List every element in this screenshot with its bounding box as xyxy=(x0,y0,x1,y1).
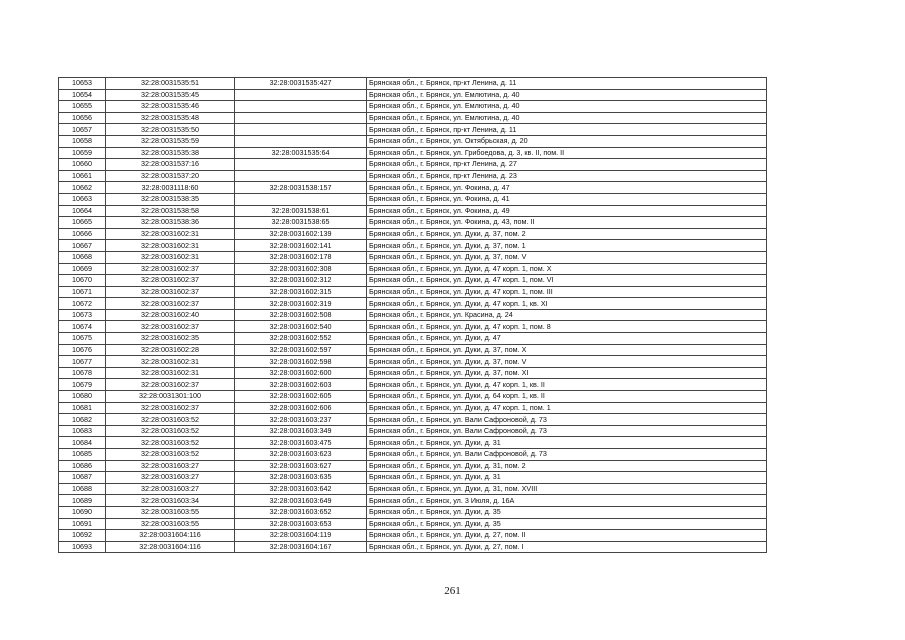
row-number-cell: 10668 xyxy=(59,251,106,263)
row-number-cell: 10663 xyxy=(59,193,106,205)
row-number-cell: 10683 xyxy=(59,425,106,437)
object-cadastral-number-cell: 32:28:0031603:642 xyxy=(235,483,367,495)
object-cadastral-number-cell: 32:28:0031603:635 xyxy=(235,472,367,484)
table-row xyxy=(59,240,767,252)
row-number-cell: 10671 xyxy=(59,286,106,298)
row-number-cell: 10667 xyxy=(59,240,106,252)
table-row xyxy=(59,298,767,310)
table-row xyxy=(59,205,767,217)
address-cell: Брянская обл., г. Брянск, ул. Дуки, д. 47 корп. 1, кв. II xyxy=(367,379,767,391)
row-number-cell: 10657 xyxy=(59,124,106,136)
land-cadastral-number-cell: 32:28:0031602:37 xyxy=(106,275,235,287)
land-cadastral-number-cell: 32:28:0031603:55 xyxy=(106,506,235,518)
table-row xyxy=(59,78,767,90)
land-cadastral-number-cell: 32:28:0031538:58 xyxy=(106,205,235,217)
address-cell: Брянская обл., г. Брянск, ул. Дуки, д. 47 корп. 1, пом. X xyxy=(367,263,767,275)
object-cadastral-number-cell: 32:28:0031602:315 xyxy=(235,286,367,298)
land-cadastral-number-cell: 32:28:0031537:20 xyxy=(106,170,235,182)
table-row xyxy=(59,472,767,484)
land-cadastral-number-cell: 32:28:0031538:35 xyxy=(106,193,235,205)
address-cell: Брянская обл., г. Брянск, ул. Емлютина, д. 40 xyxy=(367,89,767,101)
object-cadastral-number-cell: 32:28:0031602:319 xyxy=(235,298,367,310)
land-cadastral-number-cell: 32:28:0031602:35 xyxy=(106,333,235,345)
land-cadastral-number-cell: 32:28:0031535:59 xyxy=(106,135,235,147)
table-row xyxy=(59,414,767,426)
object-cadastral-number-cell xyxy=(235,159,367,171)
address-cell: Брянская обл., г. Брянск, пр-кт Ленина, д. 11 xyxy=(367,124,767,136)
row-number-cell: 10678 xyxy=(59,367,106,379)
table-row xyxy=(59,402,767,414)
object-cadastral-number-cell: 32:28:0031602:139 xyxy=(235,228,367,240)
object-cadastral-number-cell xyxy=(235,135,367,147)
land-cadastral-number-cell: 32:28:0031603:34 xyxy=(106,495,235,507)
address-cell: Брянская обл., г. Брянск, ул. Дуки, д. 31, пом. 2 xyxy=(367,460,767,472)
row-number-cell: 10661 xyxy=(59,170,106,182)
table-row xyxy=(59,124,767,136)
land-cadastral-number-cell: 32:28:0031603:27 xyxy=(106,483,235,495)
address-cell: Брянская обл., г. Брянск, ул. Дуки, д. 37, пом. X xyxy=(367,344,767,356)
page-number: 261 xyxy=(444,585,461,597)
row-number-cell: 10673 xyxy=(59,309,106,321)
row-number-cell: 10692 xyxy=(59,530,106,542)
row-number-cell: 10693 xyxy=(59,541,106,553)
address-cell: Брянская обл., г. Брянск, ул. Дуки, д. 31 xyxy=(367,472,767,484)
table-row xyxy=(59,460,767,472)
address-cell: Брянская обл., г. Брянск, ул. Дуки, д. 37, пом. 1 xyxy=(367,240,767,252)
table-row xyxy=(59,193,767,205)
land-cadastral-number-cell: 32:28:0031535:50 xyxy=(106,124,235,136)
table-row xyxy=(59,159,767,171)
row-number-cell: 10690 xyxy=(59,506,106,518)
table-row xyxy=(59,449,767,461)
object-cadastral-number-cell xyxy=(235,124,367,136)
row-number-cell: 10666 xyxy=(59,228,106,240)
address-cell: Брянская обл., г. Брянск, ул. Октябрьская, д. 20 xyxy=(367,135,767,147)
address-cell: Брянская обл., г. Брянск, ул. 3 Июля, д. 16А xyxy=(367,495,767,507)
land-cadastral-number-cell: 32:28:0031602:40 xyxy=(106,309,235,321)
table-row xyxy=(59,495,767,507)
table-row xyxy=(59,321,767,333)
row-number-cell: 10679 xyxy=(59,379,106,391)
land-cadastral-number-cell: 32:28:0031538:36 xyxy=(106,217,235,229)
table-row xyxy=(59,135,767,147)
table-row xyxy=(59,89,767,101)
object-cadastral-number-cell xyxy=(235,193,367,205)
land-cadastral-number-cell: 32:28:0031603:52 xyxy=(106,425,235,437)
land-cadastral-number-cell: 32:28:0031603:52 xyxy=(106,414,235,426)
row-number-cell: 10684 xyxy=(59,437,106,449)
table-row xyxy=(59,217,767,229)
table-row xyxy=(59,367,767,379)
address-cell: Брянская обл., г. Брянск, пр-кт Ленина, д. 27 xyxy=(367,159,767,171)
address-cell: Брянская обл., г. Брянск, ул. Дуки, д. 37, пом. XI xyxy=(367,367,767,379)
table-row xyxy=(59,518,767,530)
land-cadastral-number-cell: 32:28:0031602:31 xyxy=(106,251,235,263)
row-number-cell: 10676 xyxy=(59,344,106,356)
address-cell: Брянская обл., г. Брянск, ул. Дуки, д. 31 xyxy=(367,437,767,449)
object-cadastral-number-cell xyxy=(235,170,367,182)
object-cadastral-number-cell: 32:28:0031535:64 xyxy=(235,147,367,159)
object-cadastral-number-cell: 32:28:0031604:167 xyxy=(235,541,367,553)
land-cadastral-number-cell: 32:28:0031604:116 xyxy=(106,541,235,553)
address-cell: Брянская обл., г. Брянск, ул. Дуки, д. 47 корп. 1, пом. VI xyxy=(367,275,767,287)
object-cadastral-number-cell: 32:28:0031603:349 xyxy=(235,425,367,437)
address-cell: Брянская обл., г. Брянск, ул. Дуки, д. 37, пом. 2 xyxy=(367,228,767,240)
land-cadastral-number-cell: 32:28:0031602:37 xyxy=(106,402,235,414)
land-cadastral-number-cell: 32:28:0031537:16 xyxy=(106,159,235,171)
row-number-cell: 10669 xyxy=(59,263,106,275)
land-cadastral-number-cell: 32:28:0031602:37 xyxy=(106,379,235,391)
table-body xyxy=(59,78,767,553)
object-cadastral-number-cell: 32:28:0031535:427 xyxy=(235,78,367,90)
address-cell: Брянская обл., г. Брянск, ул. Дуки, д. 31, пом. XVIII xyxy=(367,483,767,495)
address-cell: Брянская обл., г. Брянск, ул. Дуки, д. 27, пом. II xyxy=(367,530,767,542)
address-cell: Брянская обл., г. Брянск, ул. Грибоедова, д. 3, кв. II, пом. II xyxy=(367,147,767,159)
table-row xyxy=(59,391,767,403)
address-cell: Брянская обл., г. Брянск, пр-кт Ленина, д. 11 xyxy=(367,78,767,90)
table-row xyxy=(59,182,767,194)
table-row xyxy=(59,275,767,287)
object-cadastral-number-cell: 32:28:0031603:652 xyxy=(235,506,367,518)
land-cadastral-number-cell: 32:28:0031535:48 xyxy=(106,112,235,124)
land-cadastral-number-cell: 32:28:0031603:52 xyxy=(106,437,235,449)
land-cadastral-number-cell: 32:28:0031602:37 xyxy=(106,263,235,275)
row-number-cell: 10688 xyxy=(59,483,106,495)
object-cadastral-number-cell xyxy=(235,112,367,124)
address-cell: Брянская обл., г. Брянск, ул. Дуки, д. 37, пом. V xyxy=(367,356,767,368)
object-cadastral-number-cell: 32:28:0031538:157 xyxy=(235,182,367,194)
address-cell: Брянская обл., г. Брянск, ул. Фокина, д. 43, пом. II xyxy=(367,217,767,229)
row-number-cell: 10681 xyxy=(59,402,106,414)
address-cell: Брянская обл., г. Брянск, ул. Дуки, д. 47 корп. 1, пом. III xyxy=(367,286,767,298)
table-row xyxy=(59,112,767,124)
address-cell: Брянская обл., г. Брянск, ул. Дуки, д. 47 xyxy=(367,333,767,345)
object-cadastral-number-cell: 32:28:0031538:61 xyxy=(235,205,367,217)
table-row xyxy=(59,356,767,368)
table-row xyxy=(59,263,767,275)
table-row xyxy=(59,309,767,321)
object-cadastral-number-cell: 32:28:0031603:237 xyxy=(235,414,367,426)
table-row xyxy=(59,228,767,240)
table-row xyxy=(59,251,767,263)
table-row xyxy=(59,379,767,391)
table-row xyxy=(59,147,767,159)
land-cadastral-number-cell: 32:28:0031602:37 xyxy=(106,298,235,310)
address-cell: Брянская обл., г. Брянск, ул. Дуки, д. 37, пом. V xyxy=(367,251,767,263)
row-number-cell: 10675 xyxy=(59,333,106,345)
address-cell: Брянская обл., г. Брянск, ул. Фокина, д. 49 xyxy=(367,205,767,217)
object-cadastral-number-cell: 32:28:0031602:552 xyxy=(235,333,367,345)
object-cadastral-number-cell: 32:28:0031602:312 xyxy=(235,275,367,287)
address-cell: Брянская обл., г. Брянск, ул. Дуки, д. 64 корп. 1, кв. II xyxy=(367,391,767,403)
row-number-cell: 10655 xyxy=(59,101,106,113)
land-cadastral-number-cell: 32:28:0031602:31 xyxy=(106,240,235,252)
row-number-cell: 10682 xyxy=(59,414,106,426)
object-cadastral-number-cell: 32:28:0031603:475 xyxy=(235,437,367,449)
address-cell: Брянская обл., г. Брянск, ул. Фокина, д. 41 xyxy=(367,193,767,205)
object-cadastral-number-cell: 32:28:0031602:600 xyxy=(235,367,367,379)
address-cell: Брянская обл., г. Брянск, ул. Вали Сафроновой, д. 73 xyxy=(367,449,767,461)
object-cadastral-number-cell: 32:28:0031602:178 xyxy=(235,251,367,263)
object-cadastral-number-cell: 32:28:0031602:598 xyxy=(235,356,367,368)
object-cadastral-number-cell: 32:28:0031604:119 xyxy=(235,530,367,542)
land-cadastral-number-cell: 32:28:0031602:37 xyxy=(106,321,235,333)
object-cadastral-number-cell: 32:28:0031602:540 xyxy=(235,321,367,333)
row-number-cell: 10660 xyxy=(59,159,106,171)
object-cadastral-number-cell: 32:28:0031602:308 xyxy=(235,263,367,275)
object-cadastral-number-cell: 32:28:0031603:627 xyxy=(235,460,367,472)
address-cell: Брянская обл., г. Брянск, ул. Вали Сафроновой, д. 73 xyxy=(367,414,767,426)
address-cell: Брянская обл., г. Брянск, пр-кт Ленина, д. 23 xyxy=(367,170,767,182)
object-cadastral-number-cell: 32:28:0031602:597 xyxy=(235,344,367,356)
land-cadastral-number-cell: 32:28:0031603:27 xyxy=(106,460,235,472)
address-cell: Брянская обл., г. Брянск, ул. Дуки, д. 35 xyxy=(367,506,767,518)
row-number-cell: 10659 xyxy=(59,147,106,159)
address-cell: Брянская обл., г. Брянск, ул. Дуки, д. 47 корп. 1, пом. 1 xyxy=(367,402,767,414)
row-number-cell: 10677 xyxy=(59,356,106,368)
address-cell: Брянская обл., г. Брянск, ул. Красина, д. 24 xyxy=(367,309,767,321)
table-row xyxy=(59,101,767,113)
row-number-cell: 10654 xyxy=(59,89,106,101)
land-cadastral-number-cell: 32:28:0031604:116 xyxy=(106,530,235,542)
row-number-cell: 10653 xyxy=(59,78,106,90)
object-cadastral-number-cell: 32:28:0031603:623 xyxy=(235,449,367,461)
object-cadastral-number-cell: 32:28:0031602:141 xyxy=(235,240,367,252)
row-number-cell: 10658 xyxy=(59,135,106,147)
land-cadastral-number-cell: 32:28:0031602:37 xyxy=(106,286,235,298)
object-cadastral-number-cell: 32:28:0031602:603 xyxy=(235,379,367,391)
table-row xyxy=(59,530,767,542)
row-number-cell: 10656 xyxy=(59,112,106,124)
land-cadastral-number-cell: 32:28:0031535:38 xyxy=(106,147,235,159)
property-table xyxy=(58,77,767,553)
table-row xyxy=(59,483,767,495)
row-number-cell: 10680 xyxy=(59,391,106,403)
land-cadastral-number-cell: 32:28:0031535:46 xyxy=(106,101,235,113)
address-cell: Брянская обл., г. Брянск, ул. Дуки, д. 47 корп. 1, пом. 8 xyxy=(367,321,767,333)
row-number-cell: 10689 xyxy=(59,495,106,507)
land-cadastral-number-cell: 32:28:0031602:31 xyxy=(106,356,235,368)
row-number-cell: 10687 xyxy=(59,472,106,484)
land-cadastral-number-cell: 32:28:0031535:51 xyxy=(106,78,235,90)
row-number-cell: 10685 xyxy=(59,449,106,461)
row-number-cell: 10672 xyxy=(59,298,106,310)
address-cell: Брянская обл., г. Брянск, ул. Дуки, д. 27, пом. I xyxy=(367,541,767,553)
table-row xyxy=(59,170,767,182)
table-row xyxy=(59,425,767,437)
object-cadastral-number-cell: 32:28:0031602:606 xyxy=(235,402,367,414)
address-cell: Брянская обл., г. Брянск, ул. Емлютина, д. 40 xyxy=(367,112,767,124)
address-cell: Брянская обл., г. Брянск, ул. Вали Сафроновой, д. 73 xyxy=(367,425,767,437)
address-cell: Брянская обл., г. Брянск, ул. Дуки, д. 35 xyxy=(367,518,767,530)
object-cadastral-number-cell: 32:28:0031603:649 xyxy=(235,495,367,507)
row-number-cell: 10686 xyxy=(59,460,106,472)
land-cadastral-number-cell: 32:28:0031535:45 xyxy=(106,89,235,101)
object-cadastral-number-cell xyxy=(235,89,367,101)
table-row xyxy=(59,541,767,553)
object-cadastral-number-cell: 32:28:0031538:65 xyxy=(235,217,367,229)
land-cadastral-number-cell: 32:28:0031602:31 xyxy=(106,367,235,379)
table-row xyxy=(59,344,767,356)
row-number-cell: 10674 xyxy=(59,321,106,333)
row-number-cell: 10662 xyxy=(59,182,106,194)
row-number-cell: 10691 xyxy=(59,518,106,530)
row-number-cell: 10670 xyxy=(59,275,106,287)
object-cadastral-number-cell: 32:28:0031603:653 xyxy=(235,518,367,530)
land-cadastral-number-cell: 32:28:0031118:60 xyxy=(106,182,235,194)
table-row xyxy=(59,286,767,298)
land-cadastral-number-cell: 32:28:0031301:100 xyxy=(106,391,235,403)
object-cadastral-number-cell: 32:28:0031602:508 xyxy=(235,309,367,321)
table-row xyxy=(59,333,767,345)
row-number-cell: 10664 xyxy=(59,205,106,217)
address-cell: Брянская обл., г. Брянск, ул. Дуки, д. 47 корп. 1, кв. XI xyxy=(367,298,767,310)
row-number-cell: 10665 xyxy=(59,217,106,229)
object-cadastral-number-cell xyxy=(235,101,367,113)
land-cadastral-number-cell: 32:28:0031602:28 xyxy=(106,344,235,356)
table-row xyxy=(59,437,767,449)
land-cadastral-number-cell: 32:28:0031603:55 xyxy=(106,518,235,530)
address-cell: Брянская обл., г. Брянск, ул. Фокина, д. 47 xyxy=(367,182,767,194)
object-cadastral-number-cell: 32:28:0031602:605 xyxy=(235,391,367,403)
land-cadastral-number-cell: 32:28:0031602:31 xyxy=(106,228,235,240)
table-row xyxy=(59,506,767,518)
address-cell: Брянская обл., г. Брянск, ул. Емлютина, д. 40 xyxy=(367,101,767,113)
land-cadastral-number-cell: 32:28:0031603:27 xyxy=(106,472,235,484)
land-cadastral-number-cell: 32:28:0031603:52 xyxy=(106,449,235,461)
